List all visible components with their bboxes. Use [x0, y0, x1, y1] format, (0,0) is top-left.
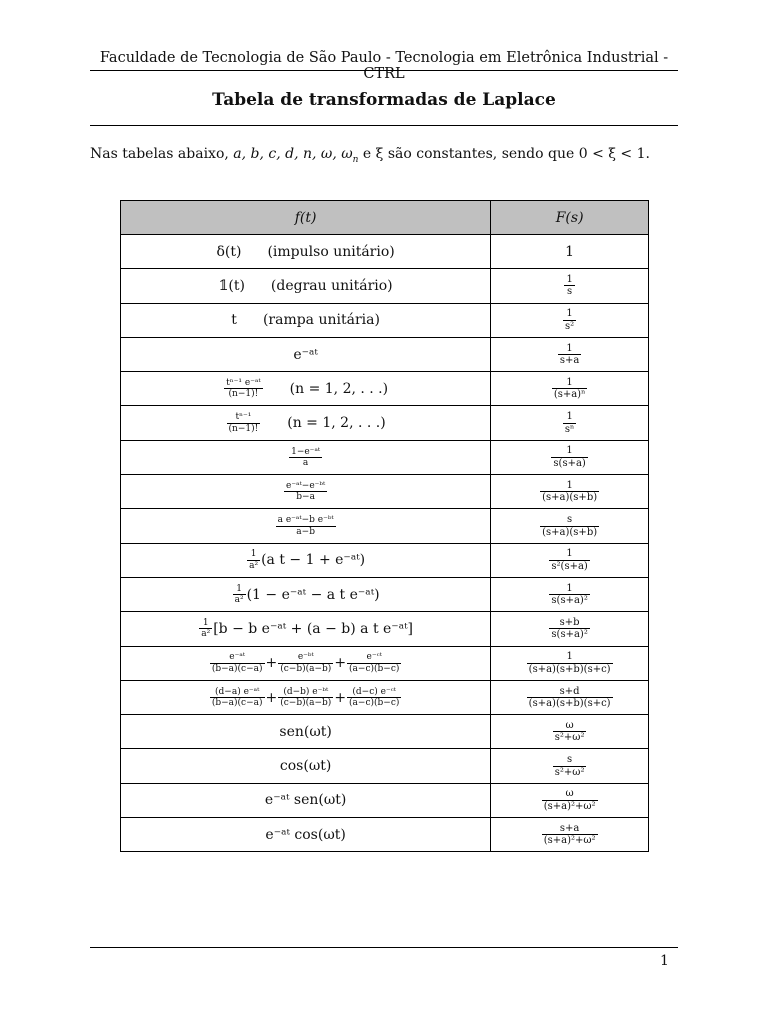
fs-fraction-numerator: 1	[566, 445, 573, 457]
header-rule	[90, 70, 678, 71]
ft-cell	[121, 646, 491, 680]
fs-fraction-numerator: 1	[566, 273, 573, 285]
table-row	[121, 406, 649, 440]
ft-term-fraction-denominator: (a−c)(b−c)	[349, 663, 400, 674]
ft-expression: sen(ωt)	[279, 723, 332, 740]
fs-fraction-denominator: s(s+a)²	[551, 595, 588, 607]
intro-after: são constantes, sendo que 0 < ξ < 1.	[387, 146, 650, 162]
fs-fraction-denominator: s²+ω²	[554, 766, 585, 778]
ft-prefactor-fraction-denominator: a²	[234, 595, 244, 606]
ft-cell	[121, 577, 491, 611]
ft-expression: cos(ωt)	[279, 758, 332, 775]
fs-cell	[491, 235, 649, 269]
ft-cell	[121, 269, 491, 303]
fs-fraction-denominator: s²(s+a)	[551, 560, 588, 572]
ft-term-fraction	[278, 687, 333, 709]
fs-fraction-numerator: 1	[566, 479, 573, 491]
ft-cell	[121, 612, 491, 646]
ft-term-fraction	[347, 687, 401, 709]
fs-fraction-denominator: (s+a)ⁿ	[553, 389, 586, 401]
fs-cell	[491, 543, 649, 577]
ft-expression: δ(t)	[216, 243, 242, 260]
fs-fraction-numerator: 1	[566, 342, 573, 354]
ft-term-fraction-numerator: e⁻ᵃᵗ	[229, 652, 246, 663]
ft-fraction-numerator: tⁿ⁻¹	[235, 412, 252, 423]
ft-fraction-denominator: a	[289, 457, 322, 468]
fs-fraction	[553, 720, 587, 744]
ft-prefactor-fraction	[199, 618, 212, 640]
table-row	[121, 715, 649, 749]
fs-fraction-denominator: (s+a)(s+b)	[542, 526, 598, 538]
fs-fraction	[558, 343, 581, 367]
fs-fraction-numerator: s	[567, 514, 573, 526]
fs-fraction	[553, 754, 587, 778]
fs-cell	[491, 269, 649, 303]
ft-fraction-denominator: a−b	[276, 526, 336, 537]
ft-cell	[121, 303, 491, 337]
fs-fraction	[549, 548, 589, 572]
ft-note: (n = 1, 2, . . .)	[287, 415, 386, 432]
fs-cell	[491, 783, 649, 817]
ft-fraction-denominator: (n−1)!	[228, 423, 259, 434]
ft-fraction-numerator: 1−e⁻ᵃᵗ	[291, 446, 321, 457]
ft-cell	[121, 783, 491, 817]
fs-cell	[491, 440, 649, 474]
ft-cell	[121, 475, 491, 509]
ft-prefactor-fraction-numerator: 1	[236, 583, 242, 594]
ft-prefactor-fraction-denominator: a²	[249, 560, 259, 571]
fs-fraction-denominator: s(s+a)²	[551, 629, 588, 641]
ft-cell	[121, 372, 491, 406]
fs-cell	[491, 577, 649, 611]
fs-fraction-denominator: s²+ω²	[554, 732, 585, 744]
ft-fraction-numerator: tⁿ⁻¹ e⁻ᵃᵗ	[226, 377, 261, 388]
ft-fraction	[289, 447, 322, 469]
fs-cell	[491, 715, 649, 749]
fs-cell	[491, 337, 649, 371]
ft-term-fraction-denominator: (b−a)(c−a)	[211, 698, 263, 708]
page-number: 1	[660, 953, 669, 969]
fs-fraction-numerator: 1	[566, 411, 573, 423]
ft-cell	[121, 749, 491, 783]
plus-sign: +	[265, 689, 278, 706]
title-rule	[90, 125, 678, 126]
ft-cell	[121, 715, 491, 749]
fs-cell	[491, 303, 649, 337]
ft-note: (rampa unitária)	[262, 312, 380, 329]
table-row	[121, 543, 649, 577]
ft-cell	[121, 440, 491, 474]
fs-fraction	[542, 788, 598, 812]
fs-fraction-numerator: s+d	[559, 685, 580, 697]
fs-fraction	[551, 445, 587, 469]
ft-expression: [b − b e⁻ᵃᵗ + (a − b) a t e⁻ᵃᵗ]	[213, 620, 414, 637]
ft-term-fraction-numerator: e⁻ᶜᵗ	[366, 652, 382, 663]
ft-term-fraction	[210, 687, 265, 709]
fs-fraction-numerator: 1	[566, 548, 573, 560]
ft-expression: 𝟙(t)	[218, 277, 245, 294]
fs-fraction-numerator: 1	[566, 582, 573, 594]
ft-note: (n = 1, 2, . . .)	[289, 380, 389, 397]
laplace-table-body	[121, 235, 649, 852]
ft-term-fraction-numerator: (d−c) e⁻ᶜᵗ	[352, 686, 397, 697]
fs-fraction	[527, 686, 613, 710]
ft-term-fraction-numerator: e⁻ᵇᵗ	[297, 652, 314, 663]
fs-fraction	[552, 377, 588, 401]
fs-fraction-denominator: s(s+a)	[553, 457, 586, 469]
fs-cell	[491, 646, 649, 680]
plus-sign: +	[334, 655, 347, 672]
ft-fraction	[276, 515, 336, 537]
ft-term-fraction-denominator: (a−c)(b−c)	[349, 698, 400, 708]
table-row	[121, 612, 649, 646]
ft-prefactor-fraction-denominator: a²	[201, 629, 211, 640]
fs-fraction	[563, 308, 576, 332]
ft-term-fraction-denominator: (c−b)(a−b)	[280, 698, 332, 708]
ft-prefactor-fraction	[247, 549, 260, 571]
ft-expression: e⁻ᵃᵗ sen(ωt)	[264, 792, 347, 809]
fs-fraction-denominator: (s+a)(s+b)(s+c)	[528, 663, 611, 675]
table-row	[121, 749, 649, 783]
ft-prefactor-fraction-numerator: 1	[202, 618, 209, 629]
table-row	[121, 235, 649, 269]
table-row	[121, 440, 649, 474]
ft-cell	[121, 543, 491, 577]
fs-cell	[491, 612, 649, 646]
intro-before: Nas tabelas abaixo,	[90, 146, 229, 162]
laplace-table	[120, 200, 649, 852]
fs-fraction	[540, 480, 599, 504]
ft-fraction-numerator: a e⁻ᵃᵗ−b e⁻ᵇᵗ	[277, 515, 334, 526]
ft-fraction	[224, 378, 263, 400]
ft-cell	[121, 337, 491, 371]
fs-fraction	[549, 617, 589, 641]
header-fs: F(s)	[491, 201, 649, 235]
ft-fraction-numerator: e⁻ᵃᵗ−e⁻ᵇᵗ	[286, 480, 326, 491]
fs-cell	[491, 680, 649, 714]
fs-cell	[491, 818, 649, 852]
fs-fraction-denominator: s²	[565, 320, 575, 332]
ft-term-fraction-denominator: (b−a)(c−a)	[211, 663, 263, 674]
ft-term-fraction-numerator: (d−a) e⁻ᵃᵗ	[215, 686, 260, 697]
ft-term-fraction-numerator: (d−b) e⁻ᵇᵗ	[283, 686, 329, 697]
fs-fraction-numerator: s+a	[559, 822, 580, 834]
ft-cell	[121, 235, 491, 269]
ft-expression: (a t − 1 + e⁻ᵃᵗ)	[261, 552, 366, 569]
fs-fraction	[542, 823, 598, 847]
ft-fraction-denominator: b−a	[284, 491, 327, 502]
ft-term-fraction-denominator: (c−b)(a−b)	[280, 663, 332, 674]
ft-cell	[121, 406, 491, 440]
ft-cell	[121, 818, 491, 852]
fs-fraction-denominator: s+a	[559, 355, 580, 367]
table-row	[121, 509, 649, 543]
ft-term-fraction	[278, 652, 333, 674]
fs-expression: 1	[565, 243, 575, 260]
ft-note: (degrau unitário)	[270, 277, 393, 294]
table-row	[121, 337, 649, 371]
table-row	[121, 303, 649, 337]
fs-fraction-denominator: (s+a)²+ω²	[543, 800, 596, 812]
fs-fraction-denominator: s	[564, 285, 574, 298]
fs-cell	[491, 406, 649, 440]
intro-xi: ξ	[375, 146, 384, 162]
ft-expression: e⁻ᵃᵗ	[293, 346, 318, 363]
ft-term-fraction	[210, 652, 265, 674]
fs-fraction-numerator: 1	[566, 651, 573, 663]
fs-fraction-numerator: 1	[566, 376, 573, 388]
ft-cell	[121, 509, 491, 543]
ft-expression: e⁻ᵃᵗ cos(ωt)	[265, 826, 346, 843]
ft-term-fraction	[347, 652, 401, 674]
header-ft: f(t)	[121, 201, 491, 235]
fs-fraction-denominator: sⁿ	[564, 423, 575, 435]
table-row	[121, 475, 649, 509]
plus-sign: +	[265, 655, 278, 672]
page-title: Tabela de transformadas de Laplace	[212, 90, 556, 110]
fs-fraction	[549, 583, 589, 607]
fs-fraction-numerator: 1	[566, 308, 573, 320]
fs-fraction	[540, 514, 599, 538]
fs-fraction-denominator: (s+a)(s+b)	[542, 492, 598, 504]
fs-cell	[491, 372, 649, 406]
fs-fraction-numerator: s	[567, 754, 573, 766]
ft-cell	[121, 680, 491, 714]
fs-fraction-numerator: s+b	[559, 616, 580, 628]
fs-fraction-numerator: ω	[565, 788, 574, 800]
ft-expression: t	[231, 312, 237, 329]
table-row	[121, 269, 649, 303]
fs-cell	[491, 475, 649, 509]
fs-cell	[491, 509, 649, 543]
ft-fraction	[284, 481, 327, 503]
ft-prefactor-fraction	[233, 584, 246, 606]
intro-paragraph	[90, 146, 678, 165]
ft-prefactor-fraction-numerator: 1	[250, 549, 257, 560]
intro-mid: e	[362, 146, 372, 162]
ft-note: (impulso unitário)	[267, 243, 395, 260]
ft-fraction	[227, 412, 261, 434]
ft-expression: (1 − e⁻ᵃᵗ − a t e⁻ᵃᵗ)	[246, 586, 380, 603]
fs-fraction	[527, 651, 613, 675]
page-header: Faculdade de Tecnologia de São Paulo - Tecnologia em Eletrônica Industrial - CTRL	[99, 50, 669, 82]
fs-fraction-denominator: (s+a)²+ω²	[543, 835, 596, 847]
table-row	[121, 372, 649, 406]
fs-fraction	[564, 274, 574, 298]
intro-sub-n: n	[352, 154, 359, 165]
table-row	[121, 818, 649, 852]
fs-fraction-numerator: ω	[565, 719, 574, 731]
table-row	[121, 577, 649, 611]
table-row	[121, 783, 649, 817]
table-row	[121, 646, 649, 680]
footer-rule	[90, 947, 678, 948]
ft-fraction-denominator: (n−1)!	[224, 388, 263, 399]
intro-constants: a, b, c, d, n, ω, ω	[233, 146, 353, 162]
table-row	[121, 680, 649, 714]
table-header-row	[121, 201, 649, 235]
fs-cell	[491, 749, 649, 783]
fs-fraction	[563, 411, 576, 435]
fs-fraction-denominator: (s+a)(s+b)(s+c)	[528, 698, 611, 709]
plus-sign: +	[334, 689, 347, 706]
